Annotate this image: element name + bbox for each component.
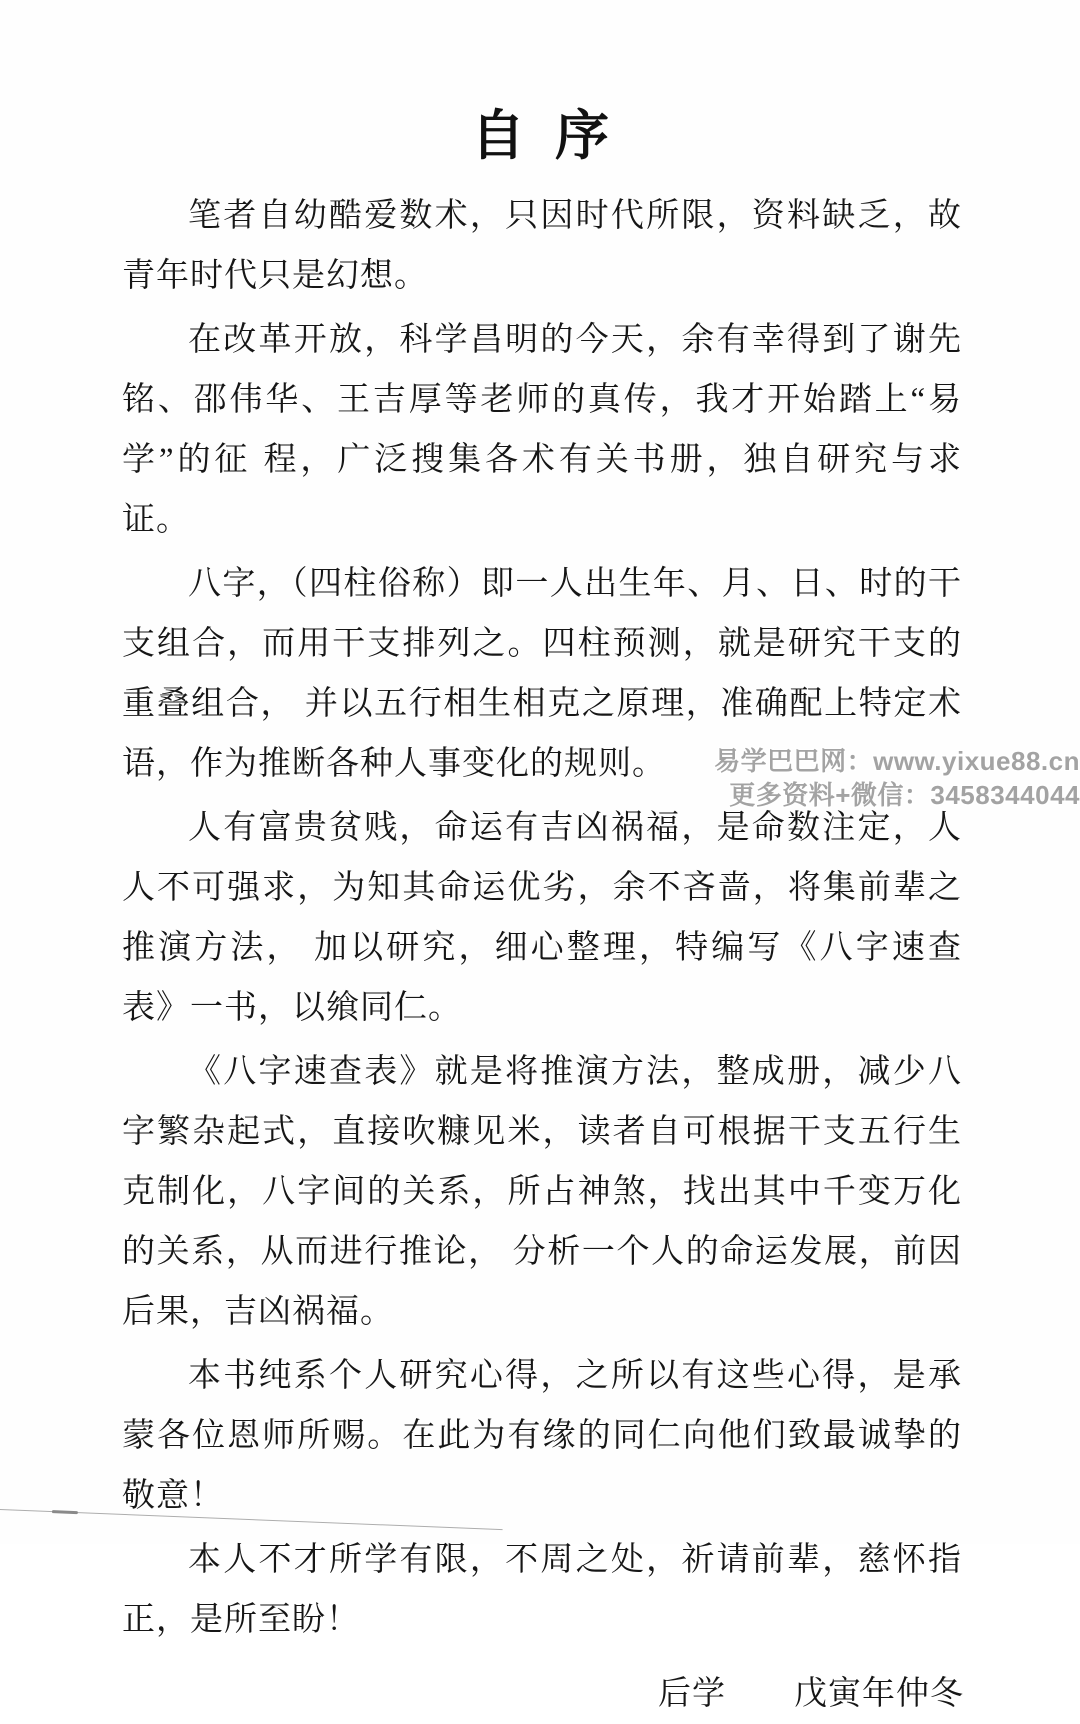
paragraph-5: 《八字速查表》就是将推演方法，整成册，减少八字繁杂起式，直接吹糠见米，读者自可根据干支五行生克制化，八字间的关系，所占神煞，找出其中千变万化的关系，从而进行推论， 分析一个人的命运发展，前因后果，吉凶祸福。 — [122, 1054, 962, 1330]
paragraph-1: 笔者自幼酷爱数术，只因时代所限，资料缺乏，故青年时代只是幻想。 — [122, 198, 962, 294]
paragraph-4: 人有富贵贫贱，命运有吉凶祸福，是命数注定，人人不可强求，为知其命运优劣，余不吝啬，将集前辈之推演方法， 加以研究，细心整理，特编写《八字速查表》一书，以飨同仁。 — [122, 810, 962, 1026]
paragraph-2: 在改革开放，科学昌明的今天，余有幸得到了谢先铭、邵伟华、王吉厚等老师的真传，我才开始踏上“易学”的征 程，广泛搜集各术有关书册，独自研究与求证。 — [122, 322, 962, 538]
paragraph-6: 本书纯系个人研究心得，之所以有这些心得，是承蒙各位恩师所赐。在此为有缘的同仁向他们致最诚挚的敬意！ — [122, 1358, 962, 1514]
page-title: 自序 — [471, 106, 639, 166]
watermark-line-1: 易学巴巴网：www.yixue88.cn — [714, 746, 1080, 776]
signature-line: 后学 戊寅年仲冬 — [658, 1676, 964, 1712]
paragraph-7: 本人不才所学有限，不周之处，祈请前辈，慈怀指正，是所至盼！ — [122, 1542, 962, 1638]
paragraph-3: 八字，（四柱俗称）即一人出生年、月、日、时的干支组合，而用干支排列之。四柱预测，就是研究干支的重叠组合， 并以五行相生相克之原理，准确配上特定术语，作为推断各种人事变化的规则。 — [122, 566, 962, 782]
preface-body — [0, 174, 1080, 1724]
watermark-line-2: 更多资料+微信：3458344044 — [729, 780, 1080, 810]
